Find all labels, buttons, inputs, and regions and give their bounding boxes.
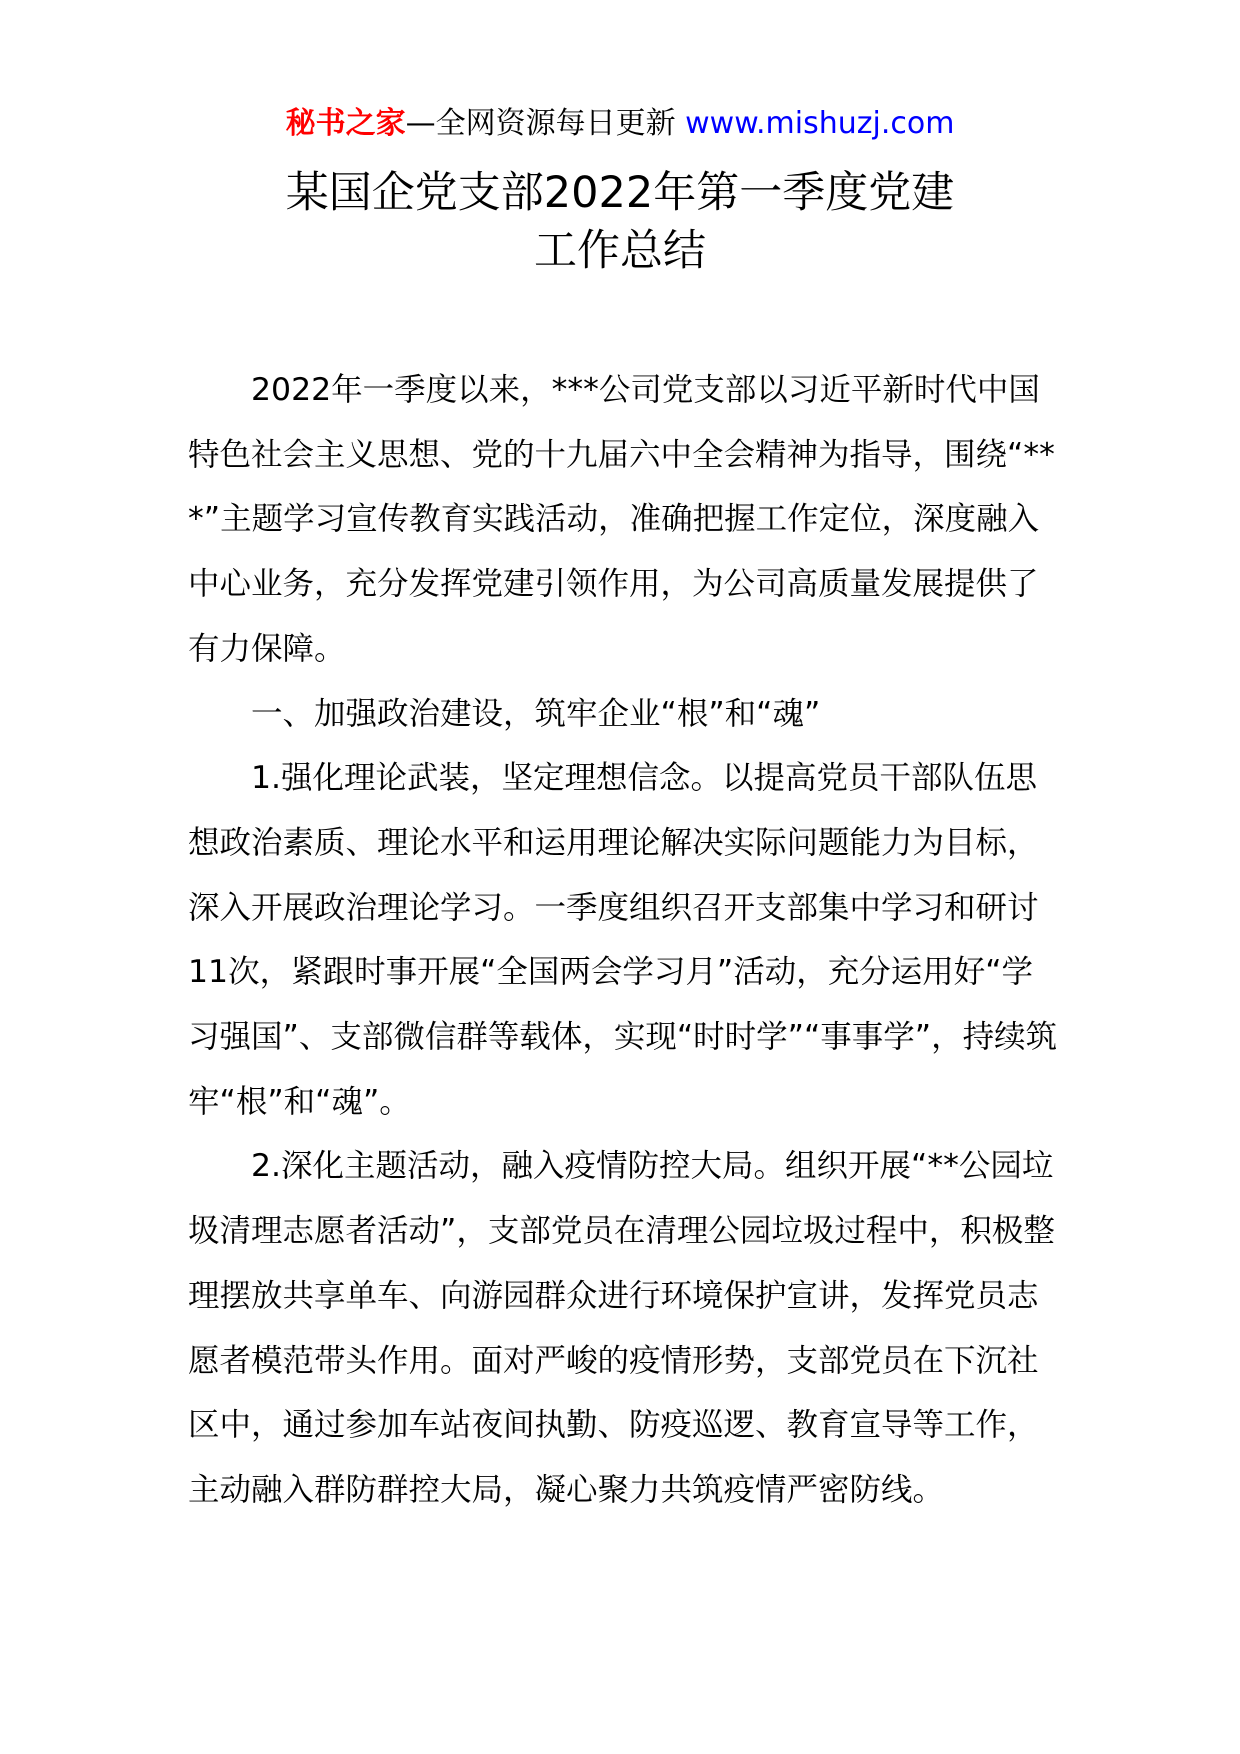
title-line-1: 某国企党支部2022年第一季度党建 [285,168,955,218]
brand-name: 秘书之家 [285,106,406,141]
website-link[interactable]: www.mishuzj.com [685,106,955,141]
header-slogan: —全网资源每日更新 [405,106,686,141]
document-title [0,164,1240,280]
document-body [188,358,1058,1523]
body-paragraph: 1.强化理论武装，坚定理想信念。以提高党员干部队伍思想政治素质、理论水平和运用理论解决实际问题能力为目标，深入开展政治理论学习。一季度组织召开支部集中学习和研讨11次，紧跟时事开展“全国两会学习月”活动，充分运用好“学习强国”、支部微信群等载体，实现“时时学”“事事学”，持续筑牢“根”和“魂”。 [188,760,1058,1120]
section-heading: 一、加强政治建设，筑牢企业“根”和“魂” [251,695,821,732]
title-line-2: 工作总结 [534,226,706,276]
body-paragraph: 2.深化主题活动，融入疫情防控大局。组织开展“**公园垃圾清理志愿者活动”，支部党员在清理公园垃圾过程中，积极整理摆放共享单车、向游园群众进行环境保护宣讲，发挥党员志愿者模范带头作用。面对严峻的疫情形势，支部党员在下沉社区中，通过参加车站夜间执勤、防疫巡逻、教育宣导等工作，主动融入群防群控大局，凝心聚力共筑疫情严密防线。 [188,1148,1055,1508]
header-banner [0,104,1240,144]
intro-paragraph: 2022年一季度以来，***公司党支部以习近平新时代中国特色社会主义思想、党的十九届六中全会精神为指导，围绕“***”主题学习宣传教育实践活动，准确把握工作定位，深度融入中心业务，充分发挥党建引领作用，为公司高质量发展提供了有力保障。 [188,372,1055,667]
